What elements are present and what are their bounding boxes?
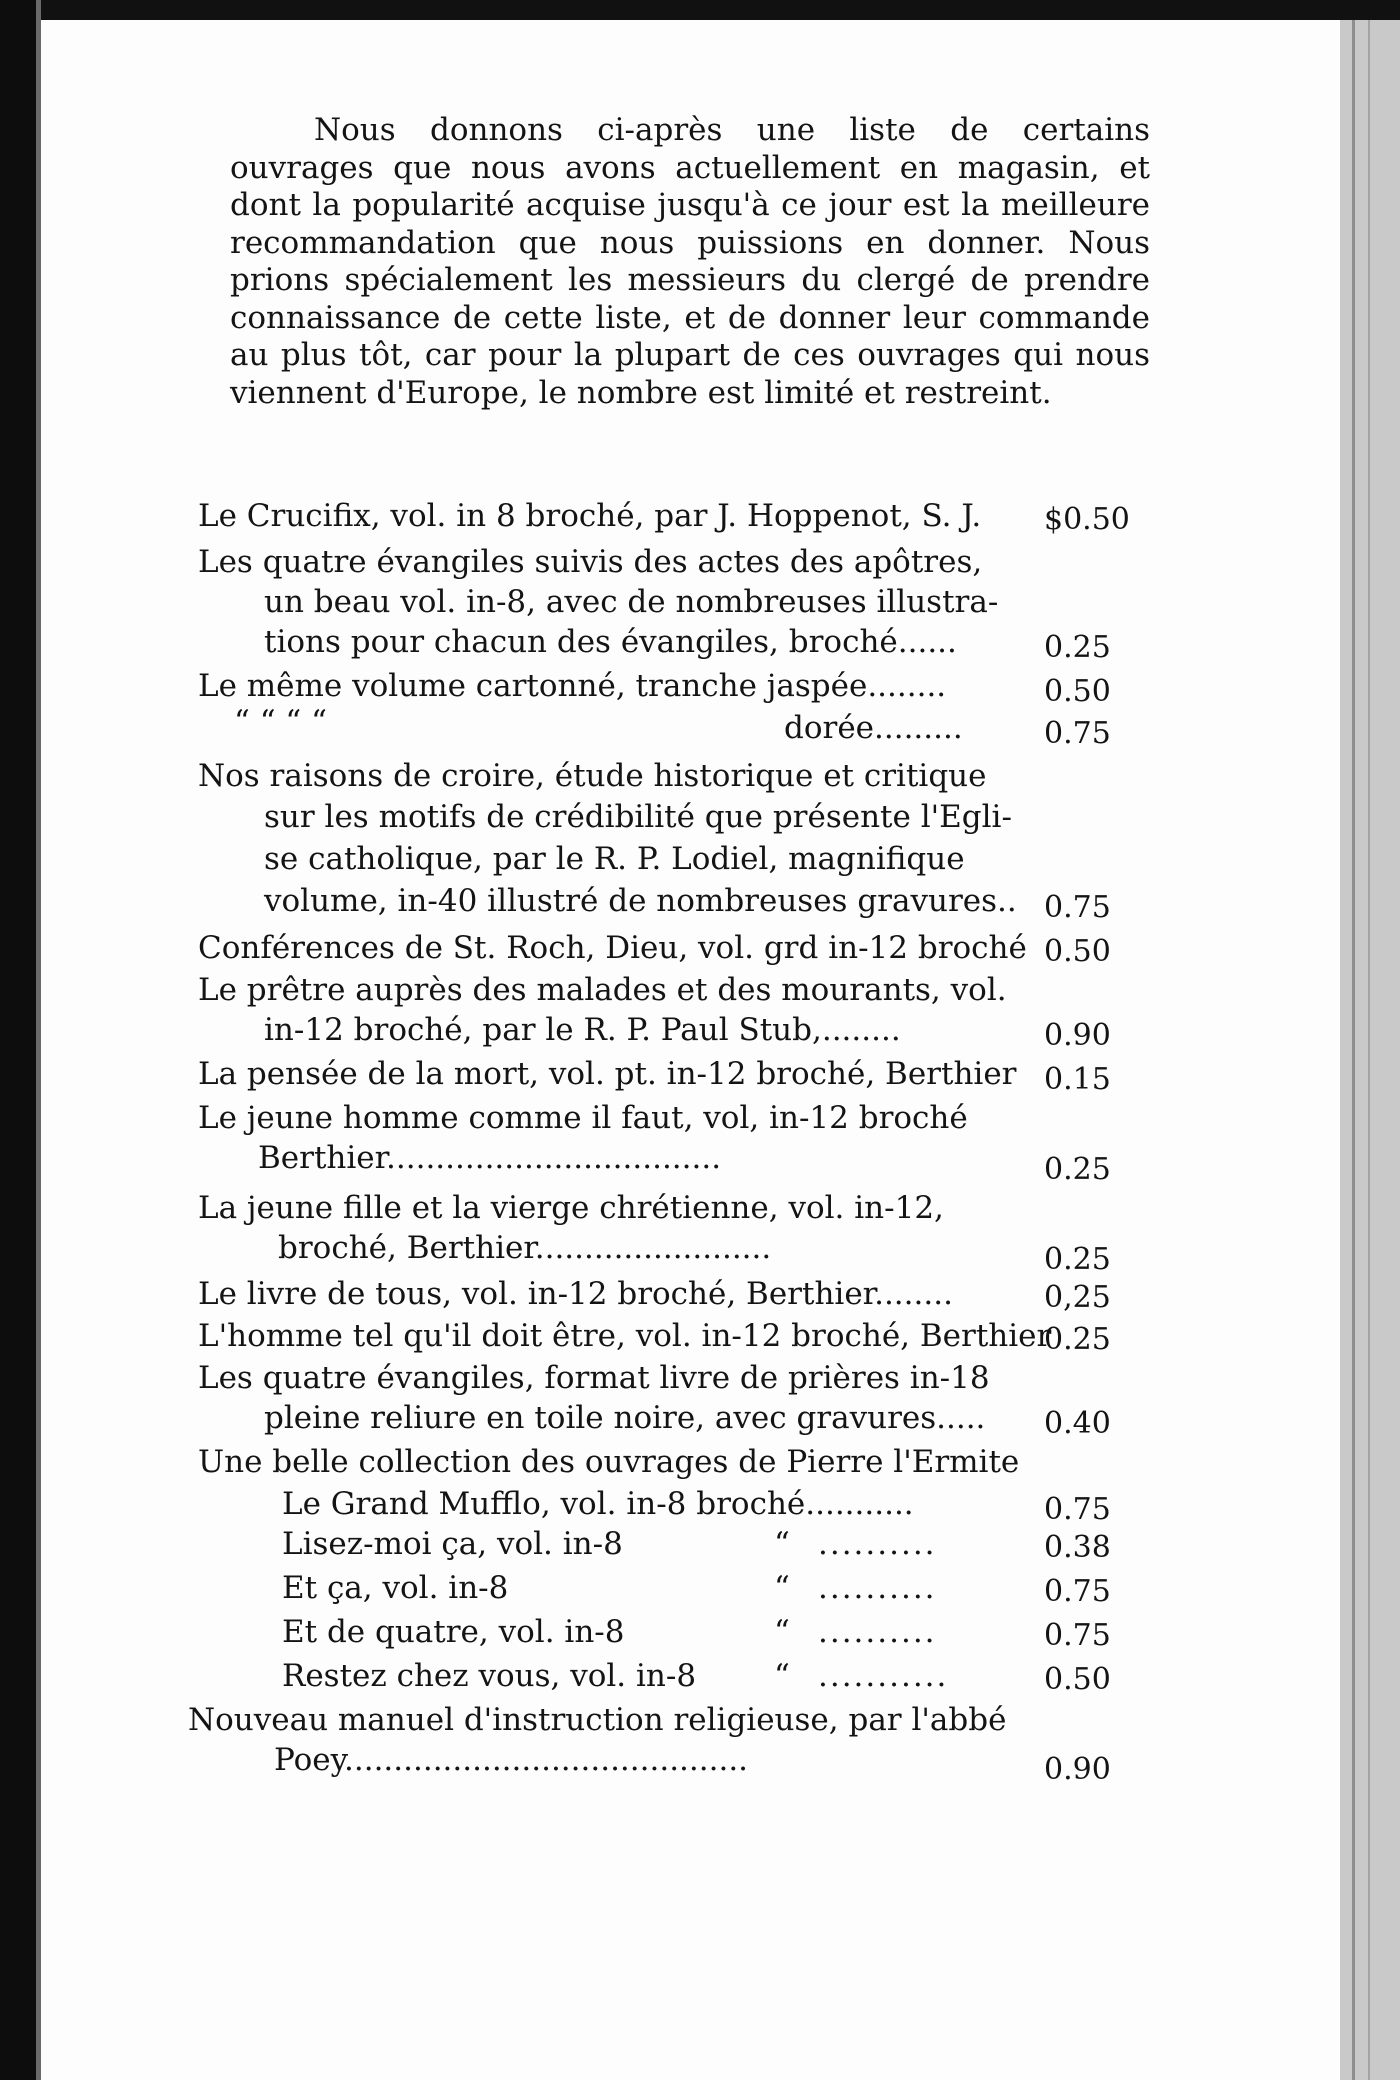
leader-dots: ........... [818,1658,949,1694]
item-title-cont: in-12 broché, par le R. P. Paul Stub,........ [264,1012,901,1048]
ditto-mark: “ [774,1614,790,1650]
ditto-mark: “ [774,1570,790,1606]
list-item [198,1442,1140,1482]
item-price: 0.75 [1044,716,1111,751]
list-item [198,542,1140,665]
page-edge-line [1368,20,1370,2080]
item-price: 0.50 [1044,934,1111,969]
list-item [198,704,1140,751]
sub-list-item [198,1656,1140,1696]
item-title-cont: broché, Berthier........................ [278,1230,772,1266]
item-title-cont: sur les motifs de crédibilité que présente l'Egli- [264,799,1012,835]
item-price: 0.75 [1044,1574,1111,1609]
item-price: 0.25 [1044,1242,1111,1277]
item-price: 0.75 [1044,1492,1111,1527]
list-item [198,1098,1140,1187]
item-price: 0,25 [1044,1280,1111,1315]
sub-list-item [198,1484,1140,1527]
item-title-cont: un beau vol. in-8, avec de nombreuses illustra- [264,584,999,620]
list-item [198,756,1140,926]
item-title: Et ça, vol. in-8 [282,1570,509,1606]
item-price: 0.25 [1044,1152,1111,1187]
item-title: Le prêtre auprès des malades et des mourants, vol. [198,972,1007,1008]
item-title-cont: Poey......................................... [274,1742,749,1778]
item-price: 0.90 [1044,1018,1111,1053]
item-price: 0.15 [1044,1062,1111,1097]
list-item [198,496,1140,536]
list-item [198,1274,1140,1314]
item-title: Lisez-moi ça, vol. in-8 [282,1526,623,1562]
item-price: 0.50 [1044,1662,1111,1697]
scan-left-border [0,0,36,2080]
item-title: L'homme tel qu'il doit être, vol. in-12 broché, Berthier [198,1318,1052,1354]
leader-dots: .......... [818,1614,937,1650]
item-title: Le même volume cartonné, tranche jaspée........ [198,668,947,704]
scan-top-border [0,0,1400,20]
item-title-cont: Berthier.................................. [258,1140,722,1176]
intro-paragraph: Nous donnons ci-après une liste de certains ouvrages que nous avons actuellement en magasin, et dont la popularité acquise jusqu'à ce jour est la meilleure recommandation que nous puissions en donner. Nous prions spécialement les messieurs du clergé de prendre connaissance de cette liste, et de donner leur commande au plus tôt, car pour la plupart de ces ouvrages qui nous viennent d'Europe, le nombre est limité et restreint. [230,112,1150,411]
item-title: dorée......... [784,710,963,746]
item-price: 0.75 [1044,1618,1111,1653]
item-price: 0.75 [1044,890,1111,925]
item-price: 0.25 [1044,630,1111,665]
item-title: Les quatre évangiles, format livre de prières in-18 [198,1360,990,1396]
list-item [198,970,1140,1052]
item-title: Le livre de tous, vol. in-12 broché, Berthier........ [198,1276,953,1312]
list-item [198,1358,1140,1440]
book-list [188,496,1140,1787]
sub-list-item [198,1612,1140,1652]
leader-dots: .......... [818,1526,937,1562]
item-title: Le jeune homme comme il faut, vol, in-12 broché [198,1100,968,1136]
ditto-mark: “ [774,1526,790,1562]
page-right-edge [1340,20,1400,2080]
list-item [198,1054,1140,1097]
list-item [198,928,1140,968]
item-price: 0.40 [1044,1406,1111,1441]
item-title-cont: se catholique, par le R. P. Lodiel, magnifique [264,841,965,877]
item-price: 0.25 [1044,1322,1111,1357]
leader-dots: .......... [818,1570,937,1606]
item-title: Conférences de St. Roch, Dieu, vol. grd in-12 broché [198,930,1027,966]
item-title: Une belle collection des ouvrages de Pierre l'Ermite [198,1444,1020,1480]
item-title: Et de quatre, vol. in-8 [282,1614,625,1650]
item-title: Les quatre évangiles suivis des actes des apôtres, [198,544,983,580]
item-price: 0.90 [1044,1752,1111,1787]
list-item [198,1188,1140,1277]
ditto-marks: “ “ “ “ [234,704,327,740]
list-item [198,1316,1140,1356]
item-title: La jeune fille et la vierge chrétienne, vol. in-12, [198,1190,944,1226]
sub-list-item [198,1568,1140,1608]
ditto-mark: “ [774,1658,790,1694]
item-title: Nos raisons de croire, étude historique et critique [198,758,987,794]
item-price: $0.50 [1044,502,1130,537]
page-edge-line [1352,20,1355,2080]
item-title: Restez chez vous, vol. in-8 [282,1658,697,1694]
item-title: La pensée de la mort, vol. pt. in-12 broché, Berthier [198,1056,1017,1092]
item-title-cont: pleine reliure en toile noire, avec gravures..... [264,1400,986,1436]
list-item [198,666,1140,709]
item-title-cont: volume, in-40 illustré de nombreuses gravures.. [264,883,1017,919]
item-title-cont: tions pour chacun des évangiles, broché...... [264,624,957,660]
item-title: Nouveau manuel d'instruction religieuse, par l'abbé [188,1702,1007,1738]
item-title: Le Crucifix, vol. in 8 broché, par J. Hoppenot, S. J. [198,498,982,534]
sub-list-item [198,1524,1140,1564]
item-price: 0.50 [1044,674,1111,709]
item-title: Le Grand Mufflo, vol. in-8 broché........... [282,1486,914,1522]
list-item [188,1700,1140,1787]
item-price: 0.38 [1044,1530,1111,1565]
